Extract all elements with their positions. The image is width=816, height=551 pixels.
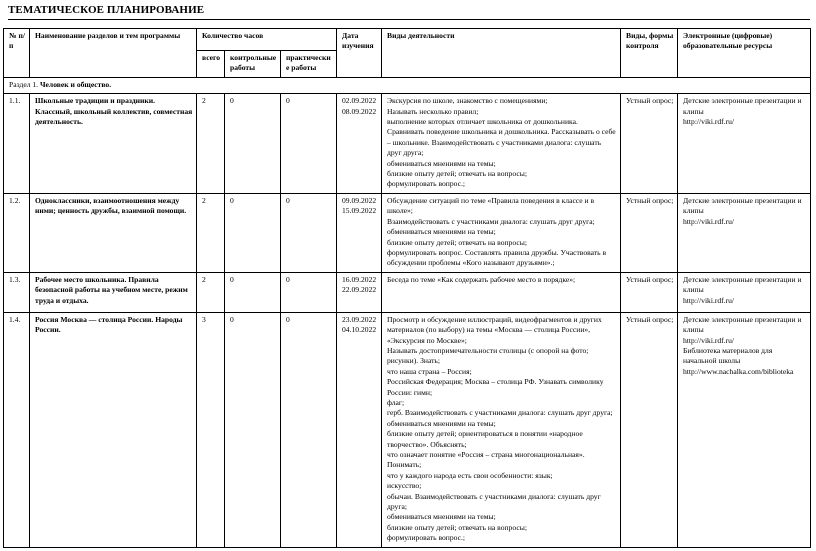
activity-line: обмениваться мнениями на темы; <box>387 227 496 237</box>
resource-line: Детские электронные презентации и клипы <box>683 96 802 116</box>
header-hours-practice: практические работы <box>281 51 337 78</box>
row-resources <box>678 94 811 194</box>
row-control-form: Устный опрос; <box>621 94 678 194</box>
activity-line: Взаимодействовать с участниками диалога: слушать друг друга; <box>387 216 595 226</box>
activity-line: формулировать вопрос.; <box>387 533 466 543</box>
activity-line: близкие опыту детей; отвечать на вопросы; <box>387 237 527 247</box>
activity-line: Обсуждение ситуаций по теме «Правила поведения в классе и в школе»; <box>387 195 595 216</box>
header-date: Дата изучения <box>337 29 382 78</box>
activity-line: близкие опыту детей; отвечать на вопросы; <box>387 169 527 179</box>
table-row <box>4 272 811 312</box>
header-hours: Количество часов <box>197 29 337 51</box>
resource-line: Детские электронные презентации и клипы <box>683 274 802 295</box>
activity-line: близкие опыту детей; ориентироваться в понятии «народное творчество». Объяснять; <box>387 429 583 449</box>
row-dates <box>337 94 382 194</box>
row-resources <box>678 272 811 312</box>
row-date: 16.09.2022 <box>342 274 377 284</box>
activity-line: формулировать вопрос.; <box>387 179 466 189</box>
resource-line: Библиотека материалов для начальной школы <box>683 345 773 366</box>
activity-line: обмениваться мнениями на темы; <box>387 418 496 428</box>
header-resources: Электронные (цифровые) образовательные ресурсы <box>678 29 811 78</box>
header-name: Наименование разделов и тем программы <box>30 29 197 78</box>
row-hours-control: 0 <box>225 272 281 312</box>
row-topic-name: Школьные традиции и праздники. Классный, школьный коллектив, совместная деятельность. <box>30 94 197 194</box>
row-num: 1.4. <box>4 312 30 547</box>
row-date: 08.09.2022 <box>342 106 377 116</box>
row-hours-total: 2 <box>197 193 225 272</box>
activity-line: Беседа по теме «Как содержать рабочее место в порядке»; <box>387 274 576 284</box>
row-activities <box>382 193 621 272</box>
row-date: 15.09.2022 <box>342 206 377 216</box>
activity-line: Просмотр и обсуждение иллюстраций, видеофрагментов и других материалов (по выбору) на темы «Москва — столица России», «Экскурсия по Москве»; <box>387 314 602 345</box>
row-hours-total: 2 <box>197 94 225 194</box>
activity-line: Экскурсия по школе, знакомство с помещениями; <box>387 96 548 106</box>
header-hours-control: контрольные работы <box>225 51 281 78</box>
section-name: Человек и общество. <box>39 79 112 89</box>
row-control-form: Устный опрос; <box>621 312 678 547</box>
row-activities <box>382 272 621 312</box>
table-row <box>4 193 811 272</box>
row-hours-practice: 0 <box>281 272 337 312</box>
row-date: 02.09.2022 <box>342 96 377 106</box>
planning-table <box>3 28 811 548</box>
row-date: 23.09.2022 <box>342 314 377 324</box>
activity-line: Называть несколько правил; <box>387 106 479 116</box>
row-num: 1.1. <box>4 94 30 194</box>
section-prefix: Раздел 1. <box>9 79 39 89</box>
resource-line: Детские электронные презентации и клипы <box>683 195 802 216</box>
header-activities: Виды деятельности <box>382 29 621 78</box>
activity-line: что у каждого народа есть свои особенности: язык; <box>387 470 553 480</box>
row-hours-practice: 0 <box>281 193 337 272</box>
activity-line: что наша страна – Россия; <box>387 366 472 376</box>
resource-line: http://viki.rdf.ru/ <box>683 216 735 226</box>
activity-line: флаг; <box>387 397 405 407</box>
header-num: № п/п <box>4 29 30 78</box>
activity-line: формулировать вопрос. Составлять правила дружбы. Участвовать в обсуждении проблемы «Кого называют друзьями».; <box>387 247 607 268</box>
header-control: Виды, формы контроля <box>621 29 678 78</box>
row-activities <box>382 94 621 194</box>
row-topic-name: Россия Москва — столица России. Народы России. <box>30 312 197 547</box>
activity-line: обмениваться мнениями на темы; <box>387 512 496 522</box>
row-control-form: Устный опрос; <box>621 193 678 272</box>
table-row <box>4 94 811 194</box>
row-activities <box>382 312 621 547</box>
row-hours-total: 3 <box>197 312 225 547</box>
title-divider <box>8 19 810 20</box>
row-hours-control: 0 <box>225 312 281 547</box>
activity-line: Называть достопримечательности столицы (с опорой на фото; рисунки). Знать; <box>387 345 589 366</box>
activity-line: Сравнивать поведение школьника и дошкольника. Рассказывать о себе – школьнике. Взаимодействовать с участниками диалога: слушать друг друга; <box>387 127 616 158</box>
row-date: 04.10.2022 <box>342 325 377 335</box>
activity-line: обмениваться мнениями на темы; <box>387 158 496 168</box>
activity-line: герб. Взаимодействовать с участниками диалога: слушать друг друга; <box>387 408 613 418</box>
row-hours-practice: 0 <box>281 94 337 194</box>
resource-line: http://www.nachalka.com/biblioteka <box>683 366 794 376</box>
section-row <box>4 77 811 93</box>
row-dates <box>337 193 382 272</box>
activity-line: близкие опыту детей; отвечать на вопросы; <box>387 522 527 532</box>
row-control-form: Устный опрос; <box>621 272 678 312</box>
row-hours-total: 2 <box>197 272 225 312</box>
row-hours-control: 0 <box>225 193 281 272</box>
row-num: 1.2. <box>4 193 30 272</box>
row-hours-practice: 0 <box>281 312 337 547</box>
row-date: 09.09.2022 <box>342 195 377 205</box>
activity-line: обычаи. Взаимодействовать с участниками диалога: слушать друг друга; <box>387 491 601 512</box>
page-title: ТЕМАТИЧЕСКОЕ ПЛАНИРОВАНИЕ <box>8 4 205 16</box>
activity-line: искусство; <box>387 481 422 491</box>
resource-line: http://viki.rdf.ru/ <box>683 295 735 305</box>
row-num: 1.3. <box>4 272 30 312</box>
row-hours-control: 0 <box>225 94 281 194</box>
row-dates <box>337 312 382 547</box>
row-dates <box>337 272 382 312</box>
activity-line: что означает понятие «Россия – страна многонациональная». Понимать; <box>387 450 585 470</box>
section-cell <box>4 77 811 93</box>
row-date: 22.09.2022 <box>342 285 377 295</box>
row-topic-name: Одноклассники, взаимоотношения между ними; ценность дружбы, взаимной помощи. <box>30 193 197 272</box>
row-resources <box>678 312 811 547</box>
resource-line: http://viki.rdf.ru/ <box>683 117 735 127</box>
row-topic-name: Рабочее место школьника. Правила безопасной работы на учебном месте, режим труда и отдыха. <box>30 272 197 312</box>
header-row <box>4 29 811 51</box>
activity-line: выполнение которых отличает школьника от дошкольника. <box>387 117 578 127</box>
header-hours-total: всего <box>197 51 225 78</box>
table-row <box>4 312 811 547</box>
resource-line: Детские электронные презентации и клипы <box>683 314 802 335</box>
resource-line: http://viki.rdf.ru/ <box>683 335 735 345</box>
activity-line: Российская Федерация; Москва – столица РФ. Узнавать символику России: гимн; <box>387 377 604 397</box>
row-resources <box>678 193 811 272</box>
